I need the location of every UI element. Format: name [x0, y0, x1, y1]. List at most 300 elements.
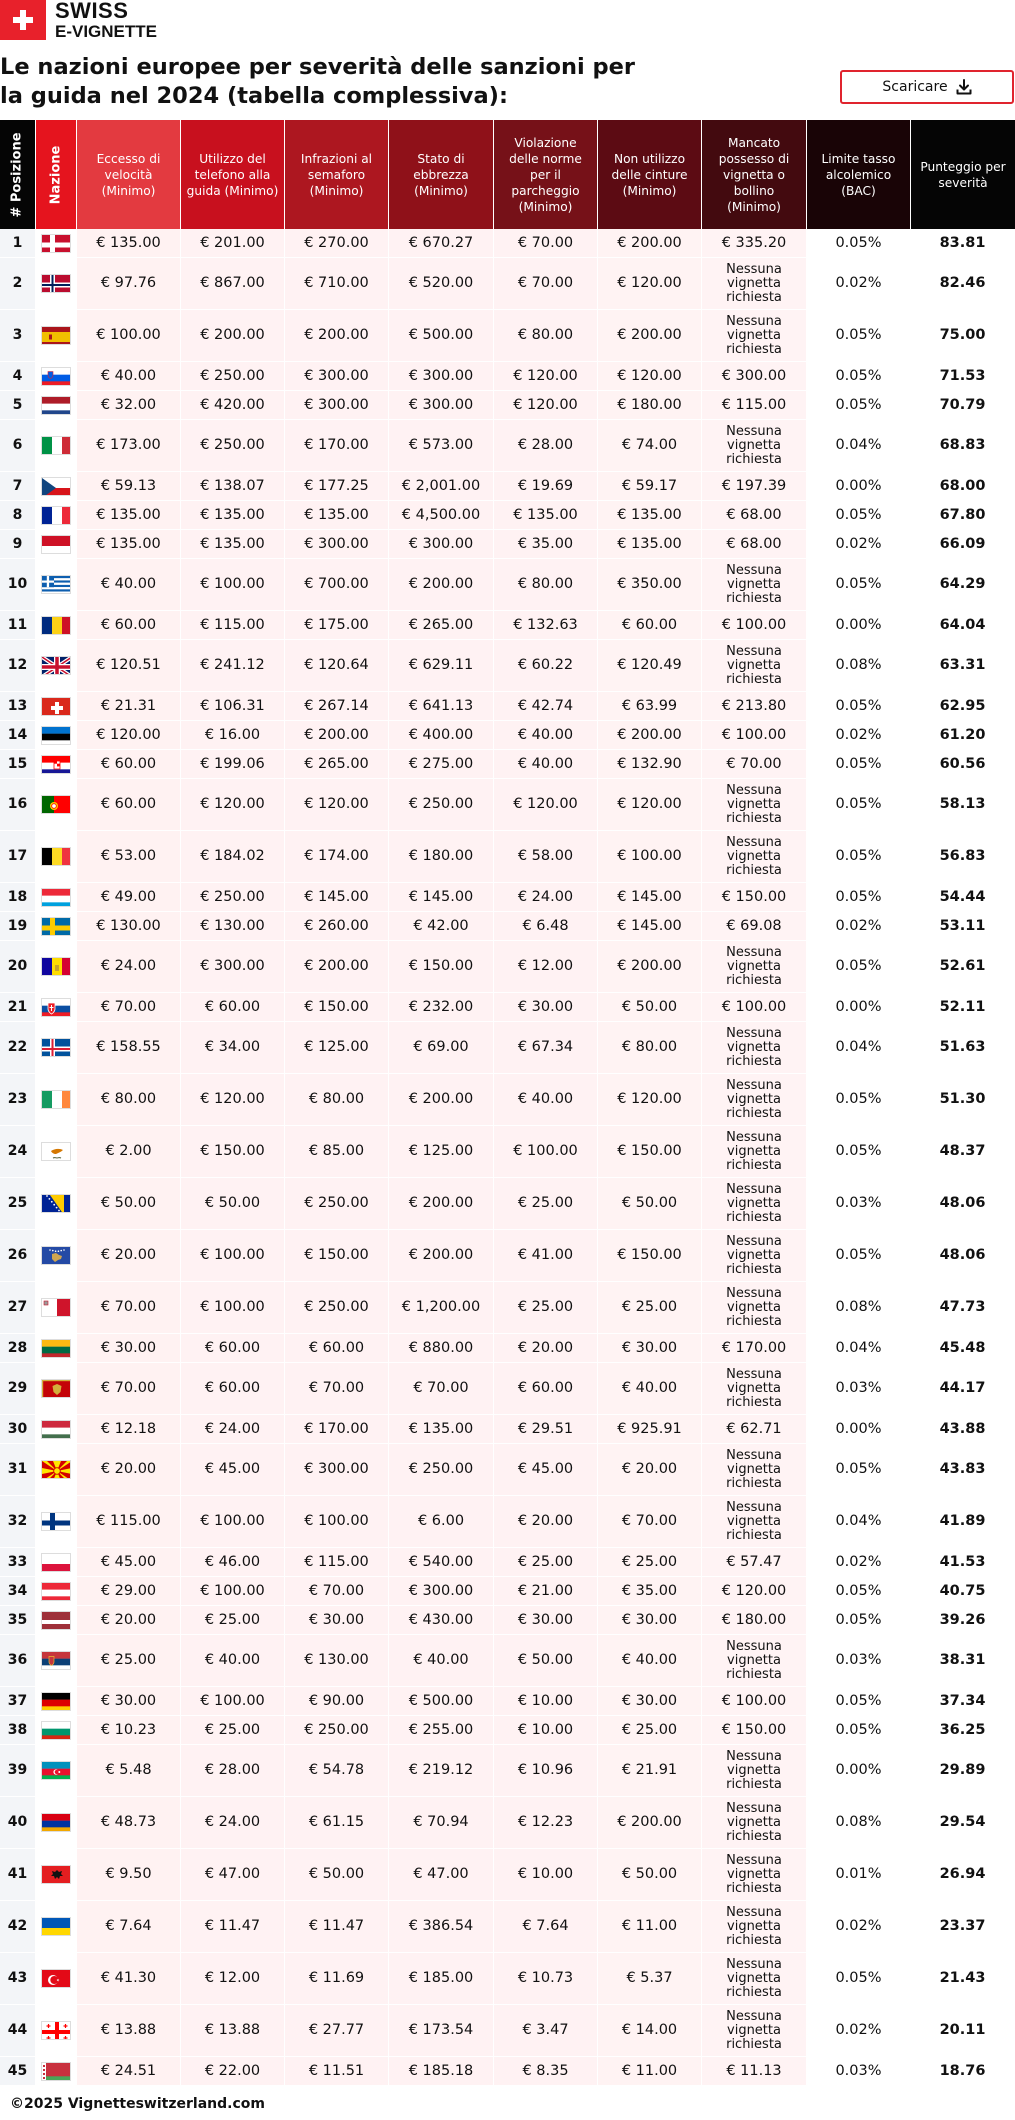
drunk-cell: € 232.00	[389, 993, 493, 1021]
drunk-cell: € 70.00	[389, 1363, 493, 1414]
table-row	[0, 1363, 1015, 1415]
parking-cell: € 100.00	[494, 1126, 597, 1177]
speeding-cell: € 29.00	[77, 1577, 180, 1605]
vignette-cell: Nessuna vignetta richiesta	[702, 1074, 806, 1125]
rank-cell: 5	[0, 391, 35, 419]
parking-cell: € 21.00	[494, 1577, 597, 1605]
flag-switzerland-icon	[41, 697, 71, 716]
flag-cell	[36, 1635, 76, 1686]
drunk-cell: € 69.00	[389, 1022, 493, 1073]
bac-cell: 0.08%	[807, 640, 910, 691]
flag-slovenia-icon	[41, 367, 71, 386]
rank-cell: 2	[0, 258, 35, 309]
red-light-cell: € 174.00	[285, 831, 388, 882]
red-light-cell: € 300.00	[285, 362, 388, 390]
speeding-cell: € 30.00	[77, 1334, 180, 1362]
flag-lithuania-icon	[41, 1339, 71, 1358]
vignette-cell: Nessuna vignetta richiesta	[702, 1901, 806, 1952]
speeding-cell: € 5.48	[77, 1745, 180, 1796]
bac-cell: 0.05%	[807, 1953, 910, 2004]
drunk-cell: € 300.00	[389, 1577, 493, 1605]
seatbelt-cell: € 20.00	[598, 1444, 701, 1495]
parking-cell: € 120.00	[494, 391, 597, 419]
seatbelt-cell: € 200.00	[598, 721, 701, 749]
bac-cell: 0.02%	[807, 721, 910, 749]
bac-cell: 0.05%	[807, 1606, 910, 1634]
table-row	[0, 1577, 1015, 1606]
vignette-cell: € 120.00	[702, 1577, 806, 1605]
drunk-cell: € 173.54	[389, 2005, 493, 2056]
phone-cell: € 60.00	[181, 993, 284, 1021]
phone-cell: € 150.00	[181, 1126, 284, 1177]
rank-cell: 36	[0, 1635, 35, 1686]
speeding-cell: € 41.30	[77, 1953, 180, 2004]
seatbelt-cell: € 70.00	[598, 1496, 701, 1547]
bac-cell: 0.05%	[807, 779, 910, 830]
table-row	[0, 472, 1015, 501]
flag-slovakia-icon	[41, 998, 71, 1017]
drunk-cell: € 670.27	[389, 229, 493, 257]
bac-cell: 0.02%	[807, 1901, 910, 1952]
column-header-rank: # Posizione	[0, 120, 35, 229]
parking-cell: € 40.00	[494, 721, 597, 749]
score-cell: 45.48	[911, 1334, 1014, 1362]
speeding-cell: € 70.00	[77, 993, 180, 1021]
bac-cell: 0.02%	[807, 258, 910, 309]
flag-cell	[36, 1178, 76, 1229]
drunk-cell: € 125.00	[389, 1126, 493, 1177]
drunk-cell: € 219.12	[389, 1745, 493, 1796]
score-cell: 23.37	[911, 1901, 1014, 1952]
rank-cell: 30	[0, 1415, 35, 1443]
phone-cell: € 120.00	[181, 779, 284, 830]
bac-cell: 0.05%	[807, 559, 910, 610]
vignette-cell: Nessuna vignetta richiesta	[702, 420, 806, 471]
vignette-cell: € 62.71	[702, 1415, 806, 1443]
drunk-cell: € 200.00	[389, 1074, 493, 1125]
score-cell: 39.26	[911, 1606, 1014, 1634]
table-row	[0, 1444, 1015, 1496]
phone-cell: € 24.00	[181, 1415, 284, 1443]
score-cell: 52.61	[911, 941, 1014, 992]
flag-cell	[36, 1074, 76, 1125]
phone-cell: € 135.00	[181, 501, 284, 529]
bac-cell: 0.01%	[807, 1849, 910, 1900]
bac-cell: 0.05%	[807, 750, 910, 778]
score-cell: 56.83	[911, 831, 1014, 882]
red-light-cell: € 175.00	[285, 611, 388, 639]
phone-cell: € 138.07	[181, 472, 284, 500]
flag-cell	[36, 831, 76, 882]
rank-cell: 18	[0, 883, 35, 911]
vignette-cell: € 100.00	[702, 611, 806, 639]
drunk-cell: € 200.00	[389, 1230, 493, 1281]
flag-ukraine-icon	[41, 1917, 71, 1936]
parking-cell: € 7.64	[494, 1901, 597, 1952]
flag-greece-icon	[41, 575, 71, 594]
rank-cell: 38	[0, 1716, 35, 1744]
table-row	[0, 1953, 1015, 2005]
drunk-cell: € 520.00	[389, 258, 493, 309]
flag-cell	[36, 1577, 76, 1605]
score-cell: 51.63	[911, 1022, 1014, 1073]
table-row	[0, 1178, 1015, 1230]
rank-cell: 21	[0, 993, 35, 1021]
parking-cell: € 25.00	[494, 1548, 597, 1576]
phone-cell: € 250.00	[181, 362, 284, 390]
speeding-cell: € 135.00	[77, 530, 180, 558]
parking-cell: € 10.00	[494, 1849, 597, 1900]
bac-cell: 0.03%	[807, 1635, 910, 1686]
flag-azerbaijan-icon	[41, 1761, 71, 1780]
drunk-cell: € 265.00	[389, 611, 493, 639]
seatbelt-cell: € 120.00	[598, 258, 701, 309]
vignette-cell: Nessuna vignetta richiesta	[702, 1496, 806, 1547]
parking-cell: € 30.00	[494, 993, 597, 1021]
bac-cell: 0.02%	[807, 1548, 910, 1576]
speeding-cell: € 10.23	[77, 1716, 180, 1744]
vignette-cell: Nessuna vignetta richiesta	[702, 941, 806, 992]
phone-cell: € 25.00	[181, 1606, 284, 1634]
speeding-cell: € 24.00	[77, 941, 180, 992]
red-light-cell: € 260.00	[285, 912, 388, 940]
rank-cell: 32	[0, 1496, 35, 1547]
speeding-cell: € 20.00	[77, 1444, 180, 1495]
table-row	[0, 1635, 1015, 1687]
speeding-cell: € 120.00	[77, 721, 180, 749]
bac-cell: 0.05%	[807, 362, 910, 390]
seatbelt-cell: € 80.00	[598, 1022, 701, 1073]
seatbelt-cell: € 59.17	[598, 472, 701, 500]
red-light-cell: € 300.00	[285, 391, 388, 419]
vignette-cell: € 100.00	[702, 721, 806, 749]
vignette-cell: Nessuna vignetta richiesta	[702, 1953, 806, 2004]
bac-cell: 0.04%	[807, 1334, 910, 1362]
speeding-cell: € 40.00	[77, 559, 180, 610]
column-header-bac: Limite tasso alcolemico (BAC)	[807, 120, 910, 229]
flag-cell	[36, 1444, 76, 1495]
seatbelt-cell: € 25.00	[598, 1282, 701, 1333]
bac-cell: 0.05%	[807, 883, 910, 911]
drunk-cell: € 386.54	[389, 1901, 493, 1952]
flag-turkey-icon	[41, 1969, 71, 1988]
page-title: Le nazioni europee per severità delle sanzioni per la guida nel 2024 (tabella complessiva):	[0, 54, 635, 109]
brand-logo[interactable]	[0, 0, 157, 40]
seatbelt-cell: € 50.00	[598, 1178, 701, 1229]
rank-cell: 34	[0, 1577, 35, 1605]
vignette-cell: € 100.00	[702, 993, 806, 1021]
rank-cell: 13	[0, 692, 35, 720]
flag-cell	[36, 391, 76, 419]
flag-finland-icon	[41, 1512, 71, 1531]
vignette-cell: € 213.80	[702, 692, 806, 720]
table-row	[0, 2057, 1015, 2086]
rank-cell: 15	[0, 750, 35, 778]
score-cell: 21.43	[911, 1953, 1014, 2004]
red-light-cell: € 61.15	[285, 1797, 388, 1848]
seatbelt-cell: € 150.00	[598, 1126, 701, 1177]
flag-kosovo-icon	[41, 1246, 71, 1265]
flag-georgia-icon	[41, 2021, 71, 2040]
red-light-cell: € 200.00	[285, 941, 388, 992]
parking-cell: € 41.00	[494, 1230, 597, 1281]
speeding-cell: € 25.00	[77, 1635, 180, 1686]
parking-cell: € 60.22	[494, 640, 597, 691]
red-light-cell: € 11.51	[285, 2057, 388, 2085]
red-light-cell: € 200.00	[285, 721, 388, 749]
parking-cell: € 20.00	[494, 1334, 597, 1362]
vignette-cell: Nessuna vignetta richiesta	[702, 831, 806, 882]
vignette-cell: € 69.08	[702, 912, 806, 940]
parking-cell: € 10.73	[494, 1953, 597, 2004]
flag-cell	[36, 362, 76, 390]
flag-czechia-icon	[41, 477, 71, 496]
vignette-cell: Nessuna vignetta richiesta	[702, 559, 806, 610]
seatbelt-cell: € 30.00	[598, 1334, 701, 1362]
vignette-cell: € 150.00	[702, 1716, 806, 1744]
parking-cell: € 8.35	[494, 2057, 597, 2085]
red-light-cell: € 120.00	[285, 779, 388, 830]
score-cell: 18.76	[911, 2057, 1014, 2085]
rank-cell: 25	[0, 1178, 35, 1229]
vignette-cell: Nessuna vignetta richiesta	[702, 1797, 806, 1848]
speeding-cell: € 12.18	[77, 1415, 180, 1443]
parking-cell: € 70.00	[494, 258, 597, 309]
rank-cell: 16	[0, 779, 35, 830]
seatbelt-cell: € 145.00	[598, 912, 701, 940]
column-header-speeding: Eccesso di velocità (Minimo)	[77, 120, 180, 229]
parking-cell: € 10.96	[494, 1745, 597, 1796]
speeding-cell: € 13.88	[77, 2005, 180, 2056]
flag-croatia-icon	[41, 755, 71, 774]
bac-cell: 0.04%	[807, 1022, 910, 1073]
phone-cell: € 250.00	[181, 883, 284, 911]
rank-cell: 35	[0, 1606, 35, 1634]
seatbelt-cell: € 60.00	[598, 611, 701, 639]
score-cell: 29.54	[911, 1797, 1014, 1848]
seatbelt-cell: € 5.37	[598, 1953, 701, 2004]
bac-cell: 0.03%	[807, 1178, 910, 1229]
seatbelt-cell: € 150.00	[598, 1230, 701, 1281]
flag-belarus-icon	[41, 2062, 71, 2081]
drunk-cell: € 185.00	[389, 1953, 493, 2004]
vignette-cell: Nessuna vignetta richiesta	[702, 640, 806, 691]
drunk-cell: € 400.00	[389, 721, 493, 749]
score-cell: 48.37	[911, 1126, 1014, 1177]
parking-cell: € 12.23	[494, 1797, 597, 1848]
bac-cell: 0.05%	[807, 692, 910, 720]
speeding-cell: € 9.50	[77, 1849, 180, 1900]
rank-cell: 28	[0, 1334, 35, 1362]
phone-cell: € 250.00	[181, 420, 284, 471]
table-row	[0, 831, 1015, 883]
flag-monaco-icon	[41, 535, 71, 554]
flag-andorra-icon	[41, 957, 71, 976]
bac-cell: 0.04%	[807, 420, 910, 471]
flag-albania-icon	[41, 1865, 71, 1884]
flag-serbia-icon	[41, 1651, 71, 1670]
table-row	[0, 779, 1015, 831]
score-cell: 48.06	[911, 1230, 1014, 1281]
score-cell: 29.89	[911, 1745, 1014, 1796]
vignette-cell: Nessuna vignetta richiesta	[702, 2005, 806, 2056]
red-light-cell: € 11.69	[285, 1953, 388, 2004]
flag-cell	[36, 2005, 76, 2056]
table-row	[0, 559, 1015, 611]
rank-cell: 26	[0, 1230, 35, 1281]
red-light-cell: € 250.00	[285, 1178, 388, 1229]
flag-cell	[36, 692, 76, 720]
vignette-cell: € 115.00	[702, 391, 806, 419]
speeding-cell: € 80.00	[77, 1074, 180, 1125]
table-row	[0, 229, 1015, 258]
table-row	[0, 611, 1015, 640]
flag-poland-icon	[41, 1553, 71, 1572]
drunk-cell: € 2,001.00	[389, 472, 493, 500]
phone-cell: € 199.06	[181, 750, 284, 778]
drunk-cell: € 200.00	[389, 1178, 493, 1229]
phone-cell: € 60.00	[181, 1363, 284, 1414]
table-row	[0, 993, 1015, 1022]
seatbelt-cell: € 50.00	[598, 993, 701, 1021]
flag-malta-icon	[41, 1298, 71, 1317]
drunk-cell: € 300.00	[389, 391, 493, 419]
speeding-cell: € 48.73	[77, 1797, 180, 1848]
bac-cell: 0.00%	[807, 1745, 910, 1796]
phone-cell: € 60.00	[181, 1334, 284, 1362]
bac-cell: 0.05%	[807, 391, 910, 419]
drunk-cell: € 880.00	[389, 1334, 493, 1362]
swiss-cross-icon	[0, 0, 46, 40]
rank-cell: 6	[0, 420, 35, 471]
phone-cell: € 100.00	[181, 1230, 284, 1281]
vignette-cell: Nessuna vignetta richiesta	[702, 779, 806, 830]
phone-cell: € 115.00	[181, 611, 284, 639]
score-cell: 36.25	[911, 1716, 1014, 1744]
bac-cell: 0.05%	[807, 501, 910, 529]
speeding-cell: € 120.51	[77, 640, 180, 691]
parking-cell: € 135.00	[494, 501, 597, 529]
seatbelt-cell: € 50.00	[598, 1849, 701, 1900]
phone-cell: € 25.00	[181, 1716, 284, 1744]
flag-hungary-icon	[41, 1420, 71, 1439]
flag-cell	[36, 721, 76, 749]
column-header-red-light: Infrazioni al semaforo (Minimo)	[285, 120, 388, 229]
flag-cyprus-icon	[41, 1142, 71, 1161]
vignette-cell: € 57.47	[702, 1548, 806, 1576]
download-button[interactable]	[840, 70, 1014, 104]
flag-iceland-icon	[41, 1038, 71, 1057]
phone-cell: € 130.00	[181, 912, 284, 940]
score-cell: 44.17	[911, 1363, 1014, 1414]
bac-cell: 0.08%	[807, 1282, 910, 1333]
seatbelt-cell: € 35.00	[598, 1577, 701, 1605]
bac-cell: 0.05%	[807, 310, 910, 361]
vignette-cell: € 100.00	[702, 1687, 806, 1715]
table-row	[0, 640, 1015, 692]
vignette-cell: Nessuna vignetta richiesta	[702, 1230, 806, 1281]
drunk-cell: € 135.00	[389, 1415, 493, 1443]
phone-cell: € 11.47	[181, 1901, 284, 1952]
red-light-cell: € 700.00	[285, 559, 388, 610]
flag-cell	[36, 559, 76, 610]
drunk-cell: € 6.00	[389, 1496, 493, 1547]
brand-line2: E-VIGNETTE	[55, 22, 158, 41]
table-row	[0, 1849, 1015, 1901]
flag-cell	[36, 640, 76, 691]
red-light-cell: € 125.00	[285, 1022, 388, 1073]
speeding-cell: € 60.00	[77, 750, 180, 778]
seatbelt-cell: € 120.49	[598, 640, 701, 691]
phone-cell: € 16.00	[181, 721, 284, 749]
drunk-cell: € 430.00	[389, 1606, 493, 1634]
phone-cell: € 28.00	[181, 1745, 284, 1796]
phone-cell: € 100.00	[181, 1496, 284, 1547]
seatbelt-cell: € 135.00	[598, 530, 701, 558]
table-row	[0, 1687, 1015, 1716]
score-cell: 68.83	[911, 420, 1014, 471]
seatbelt-cell: € 120.00	[598, 362, 701, 390]
rank-cell: 8	[0, 501, 35, 529]
score-cell: 68.00	[911, 472, 1014, 500]
rank-cell: 10	[0, 559, 35, 610]
score-cell: 66.09	[911, 530, 1014, 558]
drunk-cell: € 540.00	[389, 1548, 493, 1576]
parking-cell: € 45.00	[494, 1444, 597, 1495]
phone-cell: € 12.00	[181, 1953, 284, 2004]
red-light-cell: € 130.00	[285, 1635, 388, 1686]
parking-cell: € 42.74	[494, 692, 597, 720]
score-cell: 37.34	[911, 1687, 1014, 1715]
drunk-cell: € 500.00	[389, 310, 493, 361]
bac-cell: 0.00%	[807, 993, 910, 1021]
phone-cell: € 50.00	[181, 1178, 284, 1229]
column-header-vignette: Mancato possesso di vignetta o bollino (Minimo)	[702, 120, 806, 229]
red-light-cell: € 54.78	[285, 1745, 388, 1796]
phone-cell: € 34.00	[181, 1022, 284, 1073]
red-light-cell: € 267.14	[285, 692, 388, 720]
vignette-cell: Nessuna vignetta richiesta	[702, 1363, 806, 1414]
flag-armenia-icon	[41, 1813, 71, 1832]
score-cell: 20.11	[911, 2005, 1014, 2056]
parking-cell: € 25.00	[494, 1178, 597, 1229]
parking-cell: € 120.00	[494, 779, 597, 830]
parking-cell: € 10.00	[494, 1687, 597, 1715]
seatbelt-cell: € 135.00	[598, 501, 701, 529]
parking-cell: € 28.00	[494, 420, 597, 471]
column-header-flag: Nazione	[36, 120, 76, 229]
rank-cell: 20	[0, 941, 35, 992]
vignette-cell: € 68.00	[702, 501, 806, 529]
bac-cell: 0.05%	[807, 1716, 910, 1744]
score-cell: 75.00	[911, 310, 1014, 361]
column-header-parking: Violazione delle norme per il parcheggio (Minimo)	[494, 120, 597, 229]
bac-cell: 0.05%	[807, 1444, 910, 1495]
rank-cell: 9	[0, 530, 35, 558]
table-row	[0, 1074, 1015, 1126]
seatbelt-cell: € 120.00	[598, 779, 701, 830]
table-row	[0, 362, 1015, 391]
drunk-cell: € 300.00	[389, 530, 493, 558]
table-row	[0, 530, 1015, 559]
parking-cell: € 29.51	[494, 1415, 597, 1443]
flag-cell	[36, 472, 76, 500]
score-cell: 54.44	[911, 883, 1014, 911]
speeding-cell: € 135.00	[77, 229, 180, 257]
rank-cell: 11	[0, 611, 35, 639]
red-light-cell: € 30.00	[285, 1606, 388, 1634]
bac-cell: 0.00%	[807, 611, 910, 639]
